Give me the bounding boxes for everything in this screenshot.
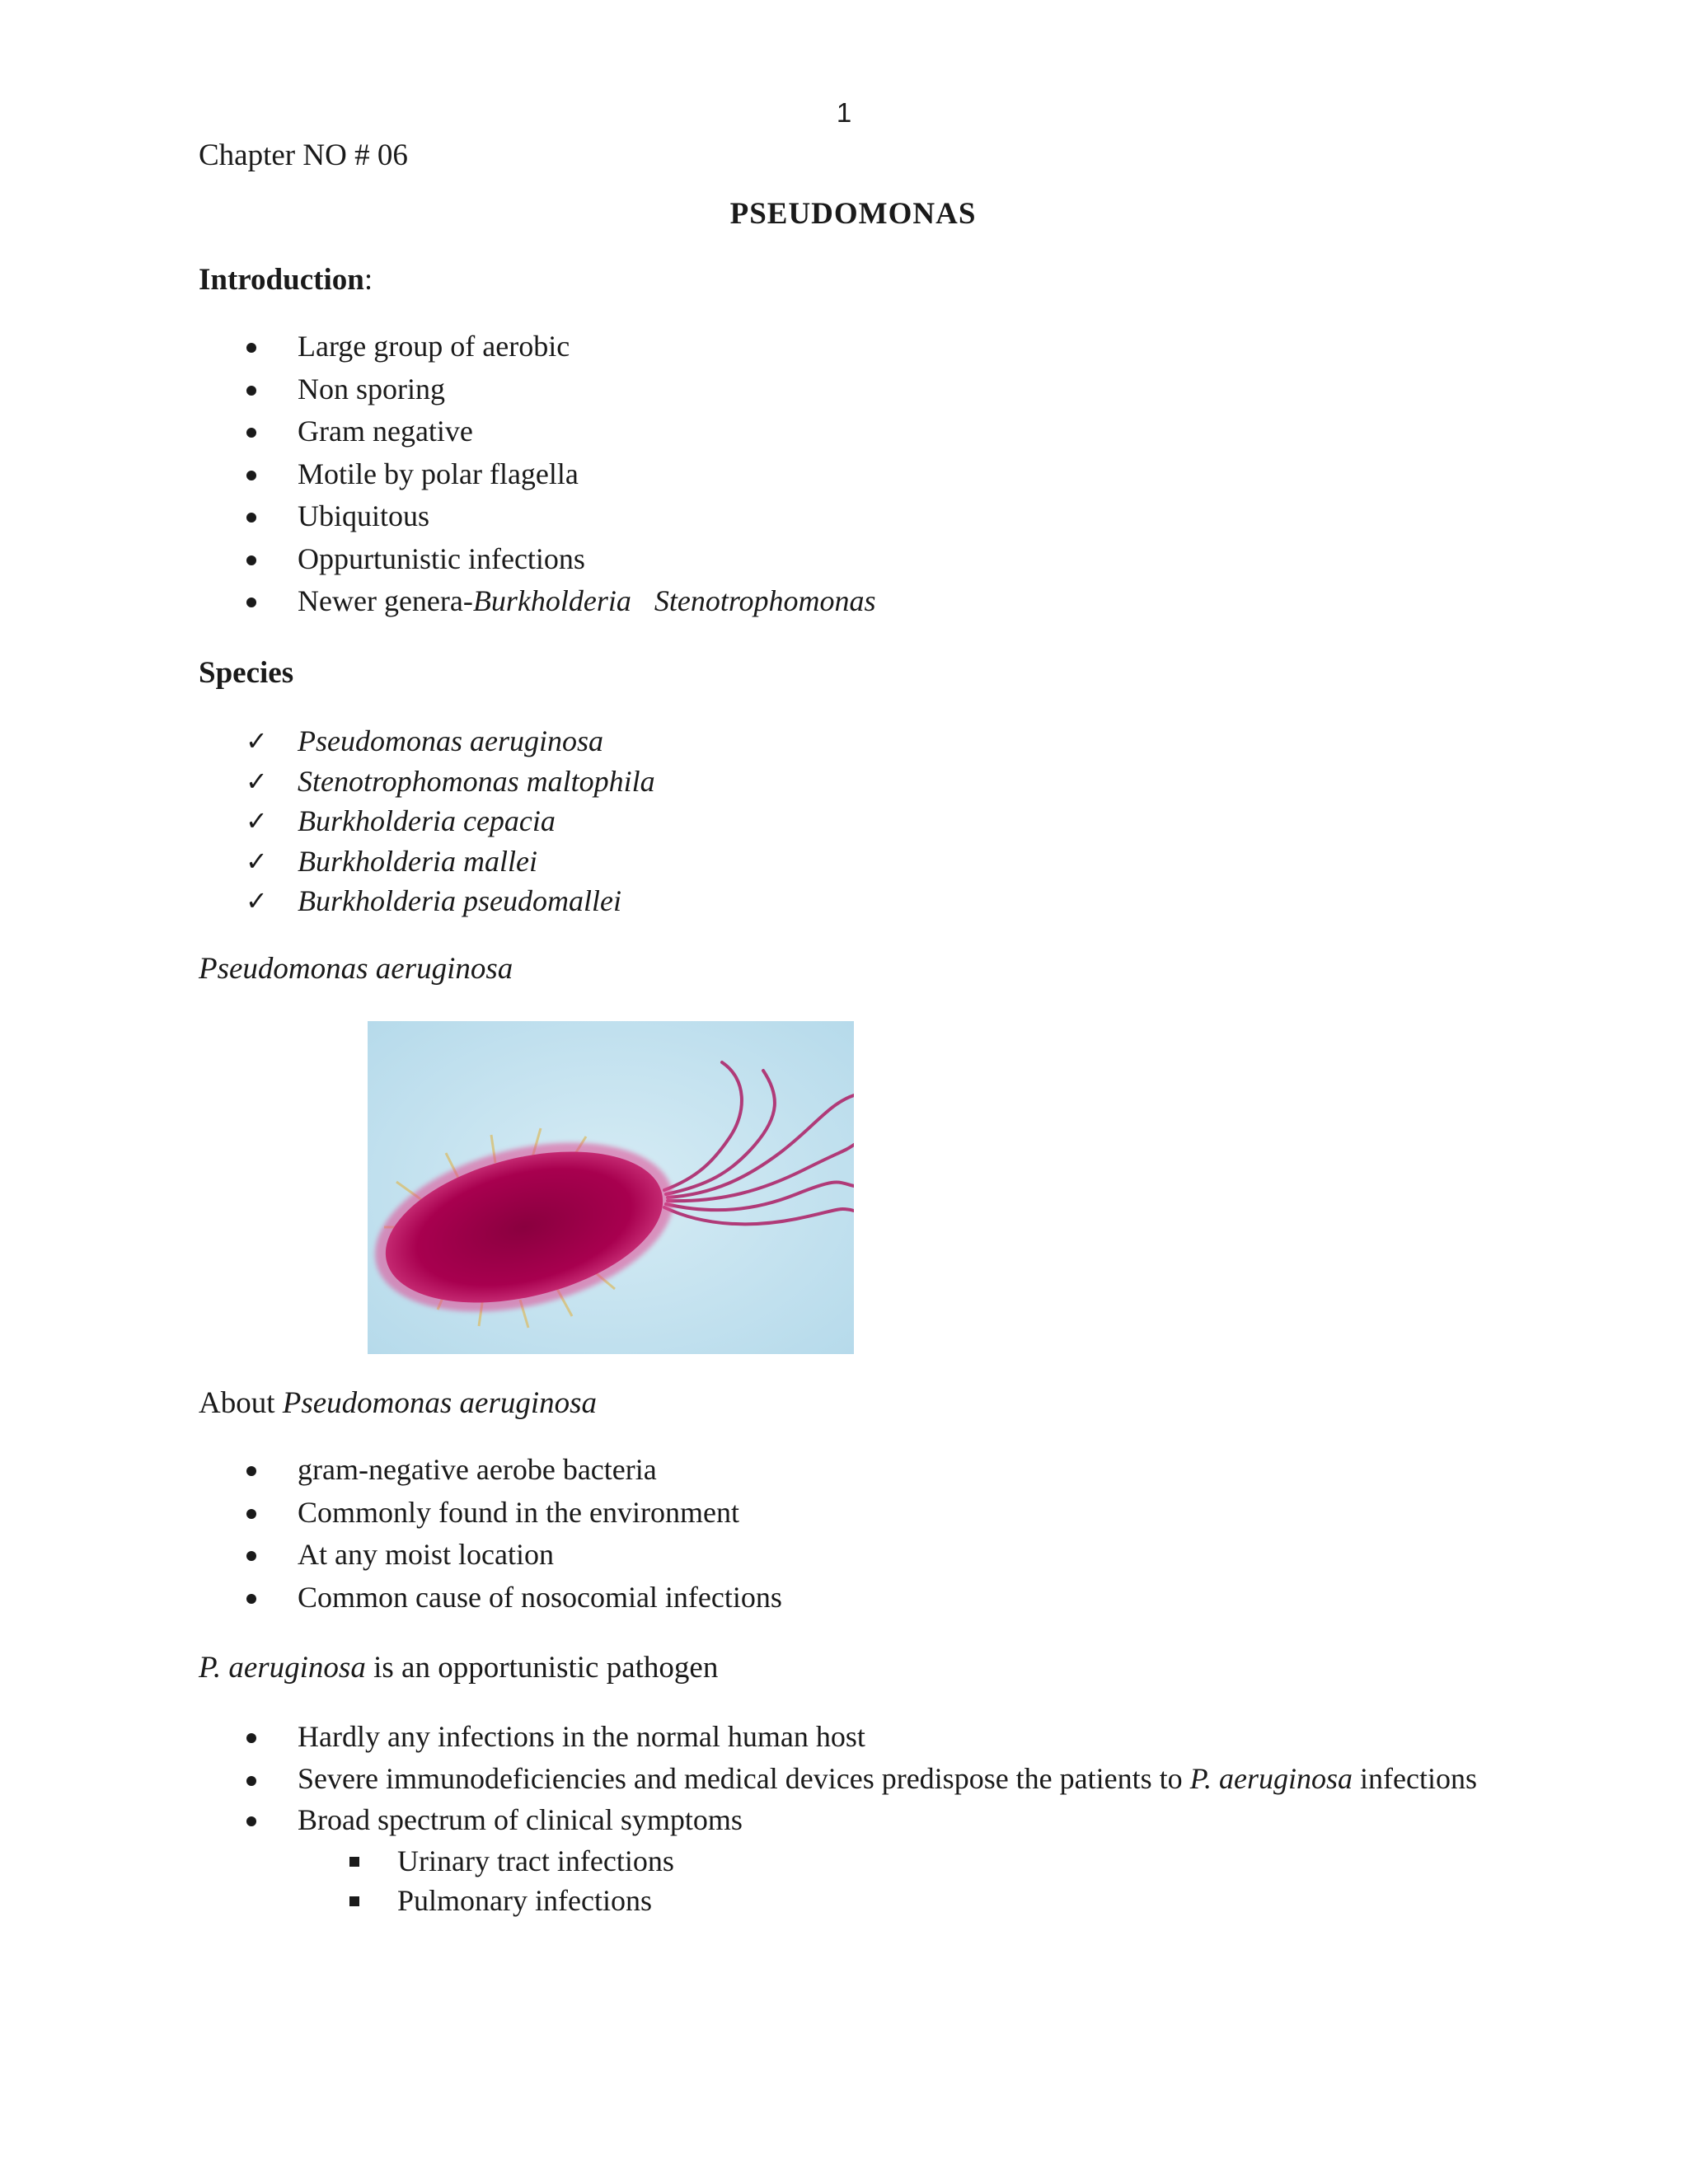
list-item bbox=[199, 453, 1484, 496]
list-item bbox=[199, 721, 1484, 762]
sub-list-item bbox=[199, 1841, 1484, 1881]
opportunistic-list bbox=[199, 1716, 1484, 1920]
checkmark-icon: ✓ bbox=[246, 765, 268, 797]
bullet-icon bbox=[246, 1466, 256, 1476]
genus-burkholderia: Burkholderia bbox=[472, 584, 631, 617]
about-list bbox=[199, 1449, 1484, 1619]
list-item-text: Commonly found in the environment bbox=[298, 1495, 739, 1529]
introduction-heading bbox=[199, 262, 373, 298]
opportunistic-suffix: is an opportunistic pathogen bbox=[365, 1651, 719, 1685]
introduction-heading-colon: : bbox=[363, 263, 373, 297]
bacteria-image bbox=[368, 1021, 854, 1354]
bullet-icon bbox=[246, 555, 256, 565]
bullet-icon bbox=[246, 428, 256, 438]
bullet-icon bbox=[246, 1509, 256, 1519]
list-item bbox=[199, 495, 1484, 538]
page-title: PSEUDOMONAS bbox=[729, 197, 977, 231]
page-number: 1 bbox=[836, 97, 852, 128]
list-item-text: Hardly any infections in the normal human host bbox=[298, 1720, 865, 1753]
sub-list-item bbox=[199, 1881, 1484, 1920]
introduction-heading-text: Introduction bbox=[199, 263, 364, 297]
square-bullet-icon bbox=[349, 1857, 359, 1867]
bullet-icon bbox=[246, 1776, 256, 1786]
list-item bbox=[199, 368, 1484, 411]
list-item-text: Broad spectrum of clinical symptoms bbox=[298, 1802, 743, 1836]
bullet-icon bbox=[246, 471, 256, 480]
bullet-icon bbox=[246, 1594, 256, 1604]
bullet-icon bbox=[246, 1816, 256, 1826]
sub-list-item-text: Urinary tract infections bbox=[397, 1844, 674, 1877]
genera-prefix: Newer genera- bbox=[298, 584, 473, 617]
list-item-text: gram-negative aerobe bacteria bbox=[298, 1453, 657, 1486]
list-item-text: Non sporing bbox=[298, 372, 445, 405]
list-item-text: Common cause of nosocomial infections bbox=[298, 1580, 782, 1614]
list-item bbox=[199, 1534, 1484, 1577]
opportunistic-heading bbox=[199, 1650, 718, 1685]
list-item bbox=[199, 841, 1484, 882]
species-list bbox=[199, 721, 1484, 921]
list-item-species-name: P. aeruginosa bbox=[1189, 1761, 1353, 1795]
list-item bbox=[199, 326, 1484, 368]
checkmark-icon: ✓ bbox=[246, 885, 268, 916]
list-item bbox=[199, 1449, 1484, 1492]
square-bullet-icon bbox=[349, 1896, 359, 1906]
species-name: Stenotrophomonas maltophila bbox=[298, 764, 655, 798]
list-item bbox=[199, 580, 1484, 623]
species-heading: Species bbox=[199, 656, 294, 690]
list-item-text-end: infections bbox=[1353, 1761, 1477, 1795]
about-heading bbox=[199, 1385, 597, 1421]
list-item bbox=[199, 1799, 1484, 1842]
species-name: Burkholderia mallei bbox=[298, 844, 537, 878]
list-item bbox=[199, 1759, 1484, 1799]
figure-caption: Pseudomonas aeruginosa bbox=[199, 952, 513, 986]
bullet-icon bbox=[246, 343, 256, 353]
list-item-text: At any moist location bbox=[298, 1538, 554, 1571]
list-item-text: Oppurtunistic infections bbox=[298, 541, 585, 575]
list-item-text: Gram negative bbox=[298, 415, 473, 448]
list-item bbox=[199, 762, 1484, 802]
list-item-text: Large group of aerobic bbox=[298, 330, 570, 363]
checkmark-icon: ✓ bbox=[246, 845, 268, 877]
list-item bbox=[199, 1492, 1484, 1535]
bullet-icon bbox=[246, 598, 256, 607]
list-item bbox=[199, 410, 1484, 453]
species-name: Pseudomonas aeruginosa bbox=[298, 724, 603, 757]
bullet-icon bbox=[246, 386, 256, 396]
chapter-label: Chapter NO # 06 bbox=[199, 138, 408, 172]
about-prefix: About bbox=[199, 1386, 283, 1420]
list-item-text: Severe immunodeficiencies and medical devices predispose the patients to bbox=[298, 1761, 1190, 1795]
list-item-text: Ubiquitous bbox=[298, 499, 430, 532]
list-item bbox=[199, 538, 1484, 581]
checkmark-icon: ✓ bbox=[246, 805, 268, 837]
list-item bbox=[199, 801, 1484, 841]
bullet-icon bbox=[246, 1733, 256, 1743]
introduction-list bbox=[199, 326, 1484, 623]
list-item bbox=[199, 881, 1484, 921]
species-name: Burkholderia cepacia bbox=[298, 804, 556, 837]
list-item bbox=[199, 1716, 1484, 1759]
bullet-icon bbox=[246, 1551, 256, 1561]
sub-list-item-text: Pulmonary infections bbox=[397, 1884, 652, 1917]
species-name: Burkholderia pseudomallei bbox=[298, 884, 621, 917]
bullet-icon bbox=[246, 513, 256, 523]
list-item bbox=[199, 1577, 1484, 1619]
about-species-name: Pseudomonas aeruginosa bbox=[282, 1386, 598, 1420]
opportunistic-species-name: P. aeruginosa bbox=[199, 1651, 366, 1685]
genus-stenotrophomonas: Stenotrophomonas bbox=[654, 584, 876, 617]
checkmark-icon: ✓ bbox=[246, 725, 268, 757]
list-item-text: Motile by polar flagella bbox=[298, 457, 579, 490]
